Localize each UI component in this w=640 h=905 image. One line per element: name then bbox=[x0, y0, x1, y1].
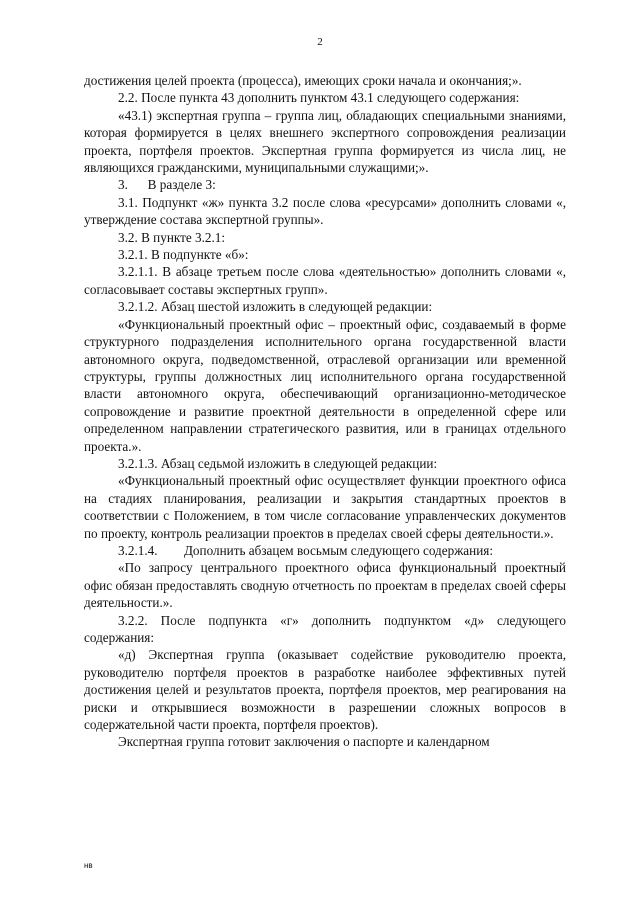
paragraph: 3.2.2. После подпункта «г» дополнить подпунктом «д» следующего содержания: bbox=[84, 612, 566, 645]
paragraph: 3.2.1.1. В абзаце третьем после слова «деятельностью» дополнить словами «, согласовывает составы экспертных групп». bbox=[84, 264, 566, 297]
paragraph: «Функциональный проектный офис – проектный офис, создаваемый в форме структурного подразделения исполнительного органа государственной власти автономного округа, подведомственной, отраслевой организации или временной структуры, группы должностных лиц исполнительного органа государственной власти автономного округа, обеспечивающий организационно-методическое сопровождение и развитие проектной деятельности в определенной сфере или определенном направлении стратегического развития, или в границах отдельного проекта.». bbox=[84, 316, 566, 454]
paragraph: Экспертная группа готовит заключения о паспорте и календарном bbox=[118, 734, 490, 750]
paragraph: 3.1. Подпункт «ж» пункта 3.2 после слова «ресурсами» дополнить словами «, утверждение состава экспертной группы». bbox=[84, 194, 566, 228]
paragraph: достижения целей проекта (процесса), имеющих сроки начала и окончания;». bbox=[84, 73, 522, 88]
paragraph: «д) Экспертная группа (оказывает содействие руководителю проекта, руководителю портфеля проектов в разработке наиболее эффективных путей достижения целей и результатов проекта, портфеля проектов, мер реагирования на риски и открывшиеся возможности в разрешении сложных вопросов в содержательной части проекта, портфеля проектов). bbox=[84, 647, 566, 733]
page-number: 2 bbox=[317, 36, 323, 48]
paragraph: 3.2.1.3. Абзац седьмой изложить в следующей редакции: bbox=[118, 455, 438, 471]
paragraph: 3.2. В пункте 3.2.1: bbox=[118, 229, 226, 245]
paragraph: 2.2. После пункта 43 дополнить пунктом 43.1 следующего содержания: bbox=[118, 90, 520, 106]
document-body bbox=[84, 72, 566, 751]
paragraph: 3. В разделе 3: bbox=[118, 177, 216, 193]
paragraph: «Функциональный проектный офис осуществляет функции проектного офиса на стадиях планирования, реализации и закрытия стандартных проектов в соответствии с Положением, в том числе согласование управленческих документов по проекту, контроль реализации проектов в пределах своей сферы деятельности.». bbox=[84, 473, 566, 541]
paragraph: «43.1) экспертная группа – группа лиц, обладающих специальными знаниями, которая формируется в целях внешнего экспертного сопровождения реализации проекта, портфеля проектов. Экспертная группа формируется из числа лиц, не являющихся гражданскими, муниципальными служащими;». bbox=[84, 107, 566, 176]
footer-initials: нв bbox=[84, 861, 93, 870]
paragraph: 3.2.1. В подпункте «б»: bbox=[118, 247, 249, 263]
paragraph: 3.2.1.4. Дополнить абзацем восьмым следующего содержания: bbox=[118, 542, 494, 558]
paragraph: 3.2.1.2. Абзац шестой изложить в следующей редакции: bbox=[118, 299, 433, 315]
paragraph: «По запросу центрального проектного офиса функциональный проектный офис обязан предоставлять сводную отчетность по проектам в пределах своей сферы деятельности.». bbox=[84, 560, 566, 611]
